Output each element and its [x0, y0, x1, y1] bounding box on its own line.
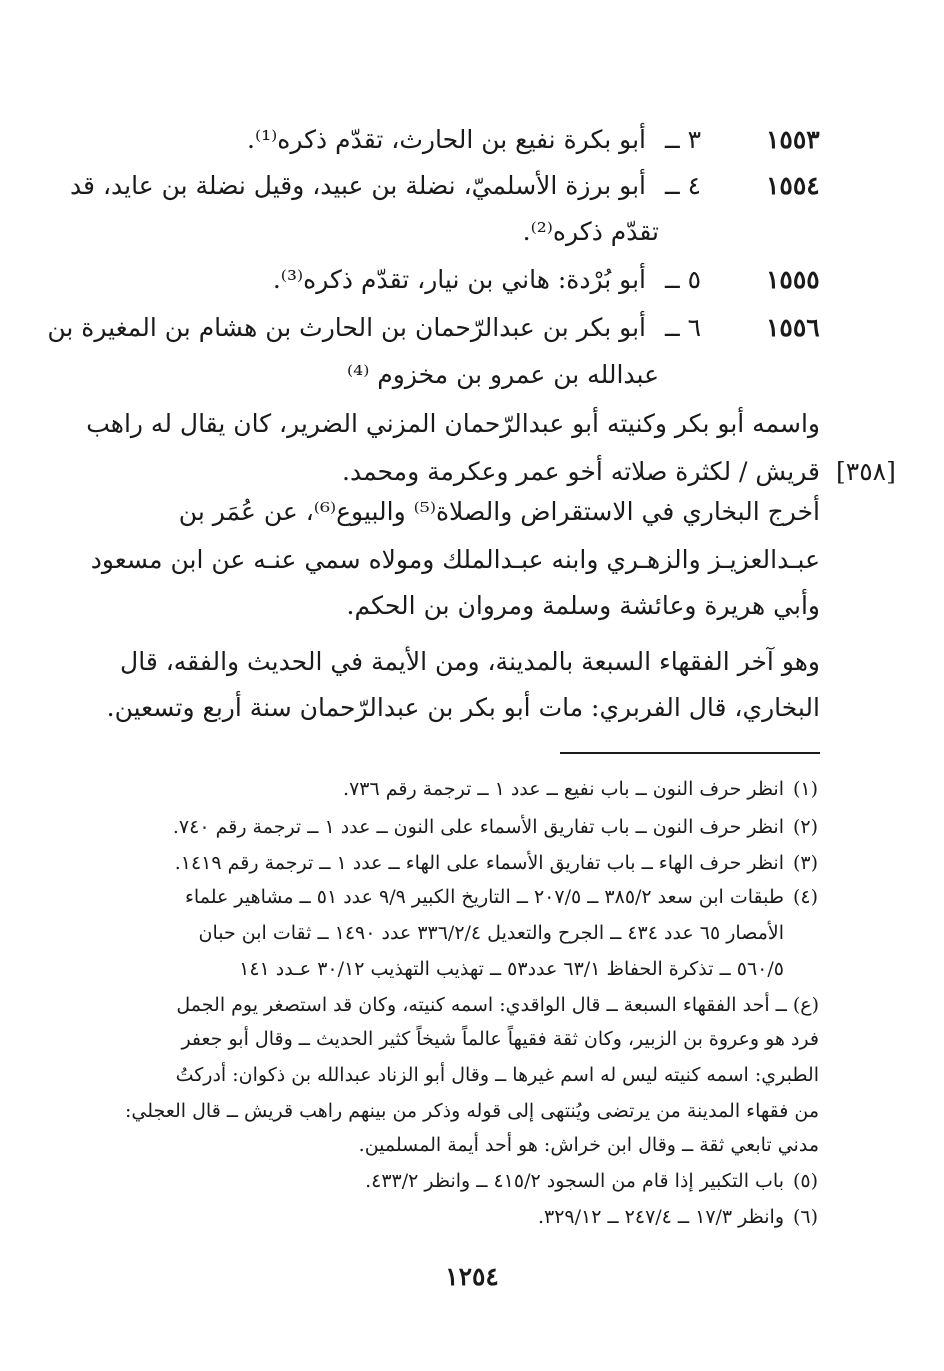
- footnote-text: انظر حرف الهاء ــ باب تفاريق الأسماء على الهاء ــ عدد ١ ــ ترجمة رقم ١٤١٩.: [174, 852, 784, 874]
- footnote-text: انظر حرف النون ــ باب تفاريق الأسماء على النون ــ عدد ١ ــ ترجمة رقم ٧٤٠.: [172, 816, 784, 838]
- footnote-text: الأمصار ٦٥ عدد ٤٣٤ ــ الجرح والتعديل ٣٣٦/٢/٤ عدد ١٤٩٠ ــ ثقات ابن حبان: [198, 922, 784, 944]
- page-number: ١٢٥٤: [445, 1262, 499, 1291]
- footnote-text: (ع) ــ أحد الفقهاء السبعة ــ قال الواقدي: اسمه كنيته، وكان قد استصغر يوم الجمل: [176, 994, 819, 1016]
- entry-text: تقدّم ذكره⁽²⁾.: [522, 217, 659, 246]
- footnote-text: وانظر ١٧/٣ ــ ٢٤٧/٤ ــ ٣٢٩/١٢.: [537, 1206, 784, 1228]
- entry-number: ١٥٥٤: [766, 171, 820, 200]
- footnote-text: فرد هو وعروة بن الزبير، وكان ثقة فقيهاً عالماً شيخاً كثير الحديث ــ وقال أبو جعفر: [181, 1028, 819, 1050]
- entry-text: عبدالله بن عمرو بن مخزوم ⁽⁴⁾: [347, 360, 659, 389]
- footnote-index: (٢): [793, 816, 819, 838]
- footnote-index: (٤): [793, 886, 819, 908]
- entry-text: أبو بكرة نفيع بن الحارث، تقدّم ذكره⁽¹⁾.: [247, 125, 646, 154]
- footnote-text: ٥٦٠/٥ ــ تذكرة الحفاظ ٦٣/١ عدد٥٣ ــ تهذيب التهذيب ٣٠/١٢ عـدد ١٤١: [239, 958, 784, 980]
- entry-index: ٤ ــ: [665, 171, 702, 200]
- footnote-index: (٣): [793, 852, 819, 874]
- entry-index: ٥ ــ: [665, 265, 702, 294]
- entry-text: أبو برزة الأسلميّ، نضلة بن عبيد، وقيل نضلة بن عايد، قد: [69, 171, 646, 200]
- footnote-text: طبقات ابن سعد ٣٨٥/٢ ــ ٢٠٧/٥ ــ التاريخ الكبير ٩/٩ عدد ٥١ ــ مشاهير علماء: [184, 886, 784, 908]
- footnote-text: الطبري: اسمه كنيته ليس له اسم غيرها ــ وقال أبو الزناد عبدالله بن ذكوان: أدركتُ: [175, 1064, 819, 1086]
- entry-text: أبو بُرْدة: هاني بن نيار، تقدّم ذكره⁽³⁾.: [272, 265, 646, 294]
- entry-number: ١٥٥٥: [766, 265, 820, 294]
- footnote-text: انظر حرف النون ــ باب نفيع ــ عدد ١ ــ ترجمة رقم ٧٣٦.: [343, 778, 784, 800]
- body-line: قريش / لكثرة صلاته أخو عمر وعكرمة ومحمد.: [342, 457, 820, 486]
- entry-index: ٦ ــ: [665, 313, 702, 342]
- body-line: البخاري، قال الفربري: مات أبو بكر بن عبدالرّحمان سنة أربع وتسعين.: [106, 693, 820, 722]
- footnote-index: (٦): [793, 1206, 819, 1228]
- body-line: وأبي هريرة وعائشة وسلمة ومروان بن الحكم.: [346, 591, 820, 620]
- body-line: أخرج البخاري في الاستقراض والصلاة⁽⁵⁾ والبيوع⁽⁶⁾، عن عُمَر بن: [178, 497, 820, 526]
- footnote-separator: [560, 752, 820, 754]
- body-line: واسمه أبو بكر وكنيته أبو عبدالرّحمان المزني الضرير، كان يقال له راهب: [86, 409, 820, 438]
- footnote-index: (٥): [793, 1170, 819, 1192]
- body-line: عبـدالعزيـز والزهـري وابنه عبـدالملك ومولاه سمي عنـه عن ابن مسعود: [90, 545, 820, 574]
- margin-page-reference: [٣٥٨]: [836, 457, 896, 486]
- footnote-text: من فقهاء المدينة من يرتضى ويُنتهى إلى قوله وذكر من بينهم راهب قريش ــ قال العجلي:: [125, 1100, 819, 1122]
- footnote-index: (١): [793, 778, 819, 800]
- footnote-text: باب التكبير إذا قام من السجود ٤١٥/٢ ــ وانظر ٤٣٣/٢.: [365, 1170, 784, 1192]
- entry-index: ٣ ــ: [665, 125, 702, 154]
- footnote-text: مدني تابعي ثقة ــ وقال ابن خراش: هو أحد أيمة المسلمين.: [358, 1134, 819, 1156]
- entry-text: أبو بكر بن عبدالرّحمان بن الحارث بن هشام بن المغيرة بن: [47, 313, 646, 342]
- entry-number: ١٥٥٦: [766, 313, 820, 342]
- body-line: وهو آخر الفقهاء السبعة بالمدينة، ومن الأيمة في الحديث والفقه، قال: [120, 647, 820, 676]
- entry-number: ١٥٥٣: [766, 125, 820, 154]
